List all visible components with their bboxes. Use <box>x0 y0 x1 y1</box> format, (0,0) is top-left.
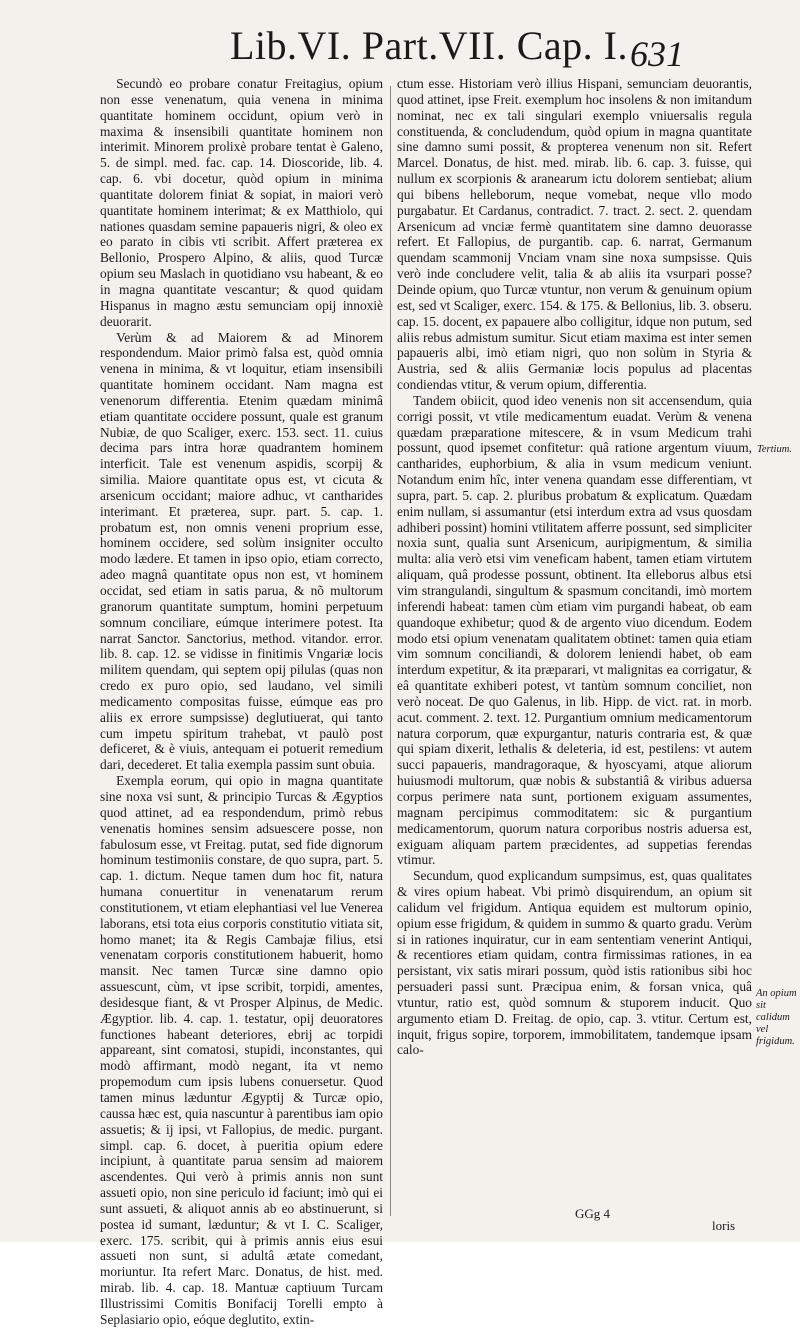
paragraph: ctum esse. Historiam verò illius Hispani, semunciam deuorantis, quod attinet, ipse Freit. exemplum hoc insolens & non imitandum nominat, nec ex tali singulari exemplo vniuersalis regula constituenda, & concludendum, quòd opium in magna quantitate sine damno sumi possit, & propterea venenum non sit. Refert Marcel. Donatus, de hist. med. mirab. lib. 6. cap. 3. fuisse, qui nullum ex scorpionis & aranearum ictu dolorem sentiebat; alium qui bibens helleborum, neque vomebat, neque vllo modo purgabatur. Et Cardanus, contradict. 7. tract. 2. sect. 2. quendam Arsenicum ad vnciæ fermè quantitatem sine damno deuorasse refert. Et Fallopius, de purgantib. cap. 6. narrat, Germanum quendam scammonij Vnciam vnam sine noxa sumpsisse. Quis verò inde concludere velit, talia & ab aliis ita vsurpari posse? Deinde opium, quo Turcæ vtuntur, non verum & genuinum opium est, sed vt Scaliger, exerc. 154. & 175. & Bellonius, lib. 3. obseru. cap. 15. docent, ex papauere albo colligitur, idque non putum, sed aliis rebus admistum sumitur. Sicut etiam maxima est inter semen papaueris albi, imò etiam nigri, quo non solùm in Styria & Austria, sed & aliis Germaniæ locis populus ad placentas condiendas vtitur, & verum opium, differentia. <box>397 76 752 393</box>
paragraph: Tandem obiicit, quod ideo venenis non sit accensendum, quia corrigi possit, vt vtile medicamentum euadat. Verùm & venena quædam præparatione mitescere, & in vsum Medicum trahi possunt, quod ipsemet confitetur: quâ ratione argentum viuum, cantharides, euphorbium, & alia in vsum medicum veniunt. Notandum enim hîc, inter venena quandam esse differentiam, vt supra, part. 5. cap. 2. pluribus probatum & explicatum. Quædam enim nullam, si assumantur (etsi interdum extra ad vsus quosdam adhiberi possint) homini vtilitatem afferre possunt, sed simpliciter noxia sunt, qualia sunt Arsenicum, auripigmentum, & similia multa: alia verò etsi vim veneficam habent, tamen etiam virtutem aliquam, quâ prodesse possunt, obtinent. Ita elleborus albus etsi vim strangulandi, singultum & spasmum concitandi, imò mortem inferendi habeat: tamen cùm etiam vim purgandi habeat, ob eam quandoque exhibetur; quod & de argento viuo dicendum. Eodem modo etsi opium venenatam qualitatem obtinet: tamen quia etiam vim somnum conciliandi, & dolorem leniendi habet, ob eam interdum expetitur, & ita præparari, vt malignitas ea corrigatur, & eâ quantitate exhiberi potest, vt tantùm somnum conciliet, non verò noceat. De quo Galenus, in lib. Hipp. de vict. rat. in morb. acut. comment. 2. text. 12. Purgantium omnium medicamentorum natura corporum, quæ expurgantur, naturis contraria est, & quæ qui spiam dixerit, lethalis & deleteria, id est, pestilens: vt autem succi papaueris, mandragoraque, & hyoscyami, atque aliorum huiusmodi multorum, quæ nobis & substantiâ & viribus aduersa corpus perimere nata sunt, portionem exiguam assumentes, magnam percipimus commoditatem: sic & purgantium medicamentorum, quorum natura corporibus nostris aduersa est, exiguam aliquam partem præcidentes, ad suppetias ferendas vtimur. <box>397 392 752 868</box>
marginal-note-an-opium: An opium sit calidum vel frigidum. <box>756 988 797 1047</box>
paragraph: Secundò eo probare conatur Freitagius, opium non esse venenatum, quia venena in minima quantitate hominem occidunt, opium verò in maxima & insensibili quantitate hominem non interimit. Minorem prolixè probare tentat è Galeno, 5. de simpl. med. fac. cap. 14. Dioscoride, lib. 4. cap. 6. vbi docetur, quòd opium in minima quantitate dolorem finiat & sopiat, in maiori verò quantitate hominem interimat; & ex Matthiolo, qui nationes quasdam semine papaueris nigri, & oleo ex eo parato in cibis vti scribit. Affert præterea ex Bellonio, Prospero Alpino, & aliis, quod Turcæ opium seu Maslach in quotidiano vsu habeant, & eo in magna quantitate vescantur; & quod quidam Hispanus in magno æstu semunciam opij innoxiè deuorarit. <box>100 76 383 329</box>
right-column <box>397 76 752 1201</box>
paragraph: Secundum, quod explicandum sumpsimus, est, quas qualitates & vires opium habeat. Vbi primò disquirendum, an opium sit calidum vel frigidum. Antiqua equidem est multorum opinio, opium esse frigidum, & quidem in summo & quarto gradu. Verùm si in rationes inquiratur, cur in eam sententiam venerint Antiqui, & recentiores etiam quidam, contra firmissimas rationes, in ea persistant, vix satis mirari possum, quòd istis rationibus sibi hoc persuaderi passi sunt. Præcipua enim, & forsan vnica, quâ vtuntur, ratio est, quòd somnum & stuporem inducit. Quo argumento etiam D. Freitag. de opio, cap. 3. vtitur. Certum est, inquit, frigus sopire, torporem, immobilitatem, tandemque ipsam calo- <box>397 868 752 1058</box>
catchword: loris <box>712 1218 736 1233</box>
folio-number: 631 <box>630 34 684 74</box>
left-column <box>100 76 383 1327</box>
column-divider <box>390 86 391 1216</box>
paragraph: Verùm & ad Maiorem & ad Minorem respondendum. Maior primò falsa est, quòd omnia venena in minima, & vt loquitur, etiam insensibili quantitate hominem occidant. Nam magna est venenorum differentia. Etenim quædam minimâ etiam quantitate occidere possunt, quale est granum Nubiæ, de quo Scaliger, exerc. 153. sect. 11. cuius decima pars intra horæ quadrantem hominem interficit. Tale est venenum aspidis, scorpij & similia. Maiore quantitate opus est, vt cicuta & arsenicum occidant; maiore adhuc, vt cantharides interimant. Et præterea, supr. part. 5. cap. 1. probatum est, non omnis veneni proprium esse, hominem occidere, sed solùm insigniter occulto modo lædere. Et tamen in ipso opio, etiam correcto, adeo magnâ quantitate opus non est, vt hominem occidat, sed etiam in satis parua, & nõ multorum granorum quantitate sumptum, homini perpetuum somnum conciliare, eúmque interimere potest. Ita narrat Sanctor. Sanctorius, method. vitandor. error. lib. 8. cap. 12. se vidisse in finitimis Vngariæ locis militem quendam, qui septem opij pilulas (quas non credo ex puro opio, sed laudano, vel simili medicamento compositas fuisse, eúmque eas pro aliis ex errore sumpsisse) deglutiuerat, qui tanto cum impetu spiritum trahebat, vt paulò post deficeret, & è viuis, antequam ei potuerit remedium dari, decederet. Et talia exempla passim sunt obuia. <box>100 329 383 773</box>
paragraph: Exempla eorum, qui opio in magna quantitate sine noxa vsi sunt, & principio Turcas & Ægyptios quod attinet, ad ea respondendum, primò rebus venenatis homines sensim adsuescere posse, non fabulosum esse, vt Freitag. putat, sed fide dignorum hominum testimoniis constare, de quo supra, part. 5. cap. 1. dictum. Neque tamen dum hoc fit, natura humana conuertitur in venenatarum rerum constitutionem, vt etiam elephantiasi vel lue Venerea laborans, etsi tota eius corporis constitutio vitiata sit, homo manet; ita & Regis Cambajæ filius, etsi venenatam corporis constitutionem habuerit, homo mansit. Nec tamen Turcæ sine damno opio assuescunt, cùm, vt ipse scribit, torpidi, amentes, desidesque fiant, & vt Prosper Alpinus, de Medic. Ægyptior. lib. 4. cap. 1. testatur, opij deuoratores functiones habeant deteriores, ebrij ac torpidi appareant, sint comatosi, stupidi, inconstantes, qui modò affirmant, modò negant, ita vt nemo propemodum cum ipsis lubens conuersetur. Quod tamen minus læduntur Ægyptij & Turcæ opio, caussa hæc est, quia nascuntur à parentibus iam opio assuetis; & ij ipsi, vt Fallopius, de medic. purgant. simpl. cap. 6. docet, à pueritia opium edere incipiunt, à quantitate parua sensim ad maiorem ascendentes. Qui verò à primis annis non sunt assueti opio, non sine periculo id faciunt; imò qui ei sunt assueti, & aliquot annis ab eo abstinuerunt, si postea id sumant, læduntur; & vt I. C. Scaliger, exerc. 175. scribit, qui à primis annis eius esui assueti non sunt, si adultâ ætate comedant, moriuntur. Ita refert Marc. Donatus, de hist. med. mirab. lib. 4. cap. 18. Mantuæ captiuum Turcam Illustrissimi Comitis Bonifacij Torelli empto à Seplasiario opio, eóque deglutito, extin- <box>100 773 383 1327</box>
signature-mark: GGg 4 <box>575 1206 611 1221</box>
running-head: Lib.VI. Part.VII. Cap. I. <box>230 23 628 68</box>
marginal-note-tertium: Tertium. <box>757 444 792 455</box>
